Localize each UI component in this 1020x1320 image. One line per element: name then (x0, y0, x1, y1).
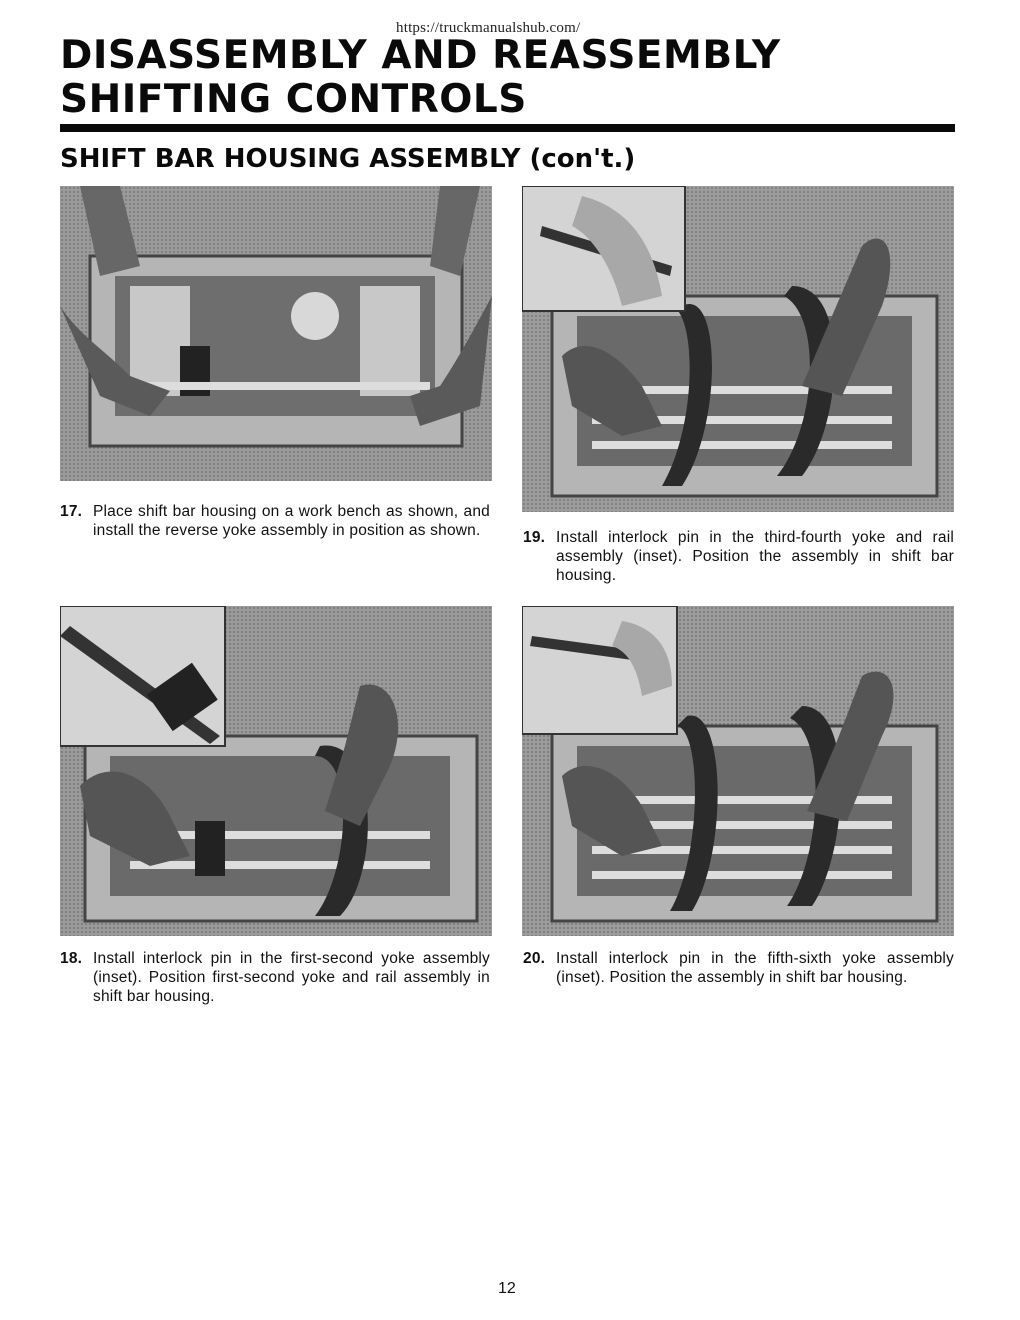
step-text: Install interlock pin in the third-fourth yoke and rail assembly (inset). Position the assembly in shift bar housing. (556, 529, 954, 584)
caption-step-19 (523, 528, 954, 585)
step-number: 20. (523, 950, 546, 967)
caption-step-17 (60, 502, 490, 540)
photo-step-20 (522, 606, 954, 936)
step-text: Install interlock pin in the fifth-sixth yoke assembly (inset). Position the assembly in shift bar housing. (556, 950, 954, 986)
title-rule (60, 124, 955, 132)
section-subtitle: SHIFT BAR HOUSING ASSEMBLY (con't.) (60, 144, 636, 174)
step-number: 17. (60, 503, 83, 520)
page-title (60, 34, 781, 122)
step-number: 19. (523, 529, 546, 546)
photo-step-17 (60, 186, 492, 481)
caption-step-20 (523, 949, 954, 987)
step-text: Place shift bar housing on a work bench as shown, and install the reverse yoke assembly in position as shown. (93, 503, 490, 539)
step-text: Install interlock pin in the first-second yoke assembly (inset). Position first-second yoke and rail assembly in shift bar housing. (93, 950, 490, 1005)
photo-step-19 (522, 186, 954, 512)
source-url[interactable]: https://truckmanualshub.com/ (396, 20, 581, 36)
title-line-1: DISASSEMBLY AND REASSEMBLY (60, 33, 781, 78)
caption-step-18 (60, 949, 490, 1006)
photo-step-18 (60, 606, 492, 936)
page-number: 12 (498, 1280, 516, 1297)
title-line-2: SHIFTING CONTROLS (60, 77, 527, 122)
step-number: 18. (60, 950, 83, 967)
